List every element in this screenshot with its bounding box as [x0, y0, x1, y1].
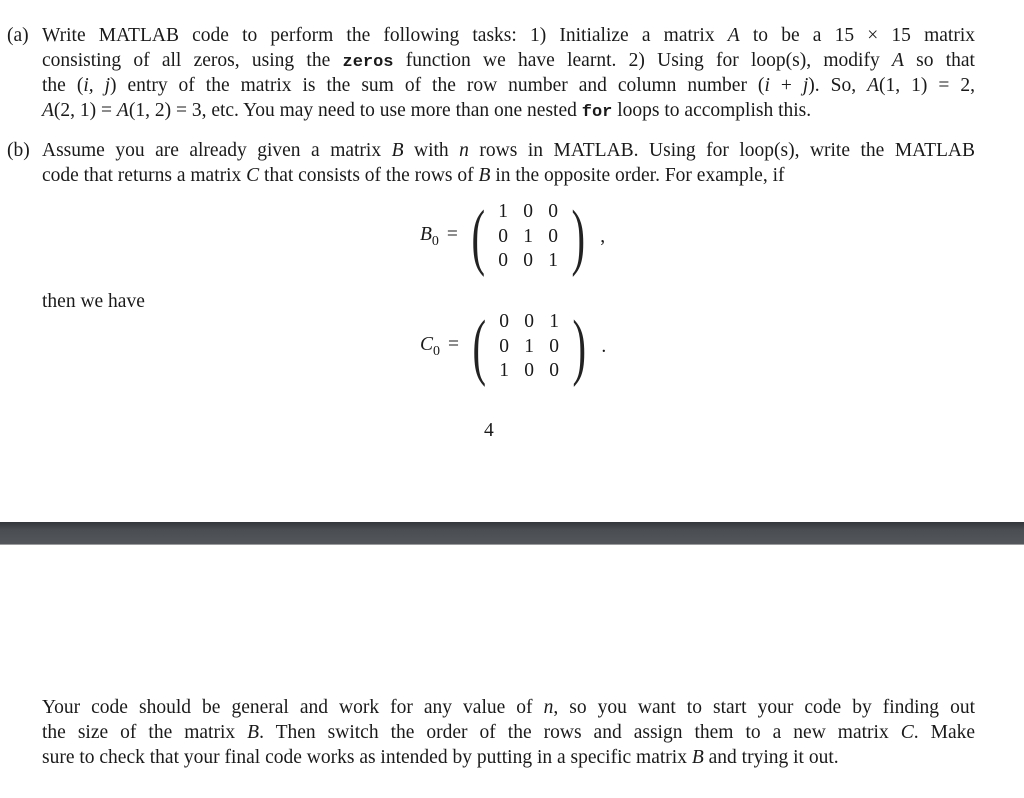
math-symbol: i [764, 75, 770, 96]
text-segment: sure to check that your final code works as intended by putting in a specific matrix [42, 747, 692, 768]
matrix-b0 [420, 196, 606, 278]
matrix-entry: 1 [499, 360, 510, 382]
matrix-subscript: 0 [431, 233, 439, 249]
part-b-label: (b) [7, 140, 30, 161]
code-keyword: for [581, 103, 613, 122]
text-segment: so that [903, 50, 975, 71]
text-segment: in the opposite order. For example, if [490, 165, 785, 186]
page-number: 4 [484, 420, 494, 441]
text-segment: code that returns a matrix [42, 165, 247, 186]
text-segment: the ( [42, 75, 84, 96]
text-line [42, 73, 975, 98]
math-symbol: A [42, 100, 54, 121]
matrix-entry: 1 [523, 225, 533, 247]
then-we-have-text: then we have [42, 291, 145, 312]
text-line [42, 745, 975, 770]
matrix-entry: 1 [524, 335, 535, 357]
matrix-entry: 0 [524, 311, 535, 333]
matrix-entry: 1 [548, 250, 558, 272]
matrix-entry: 1 [549, 311, 560, 333]
text-line [42, 695, 975, 720]
matrix-entry: 0 [548, 225, 558, 247]
punctuation: , [600, 226, 606, 247]
right-paren: ) [572, 306, 586, 388]
matrix-symbol: B [420, 224, 432, 246]
text-segment: . Make [913, 722, 975, 743]
matrix-symbol: C [420, 334, 434, 356]
text-segment: Your code should be general and work for any value of [42, 697, 544, 718]
page-divider-bar [0, 522, 1024, 545]
math-symbol: n [543, 697, 554, 718]
matrix-entry: 0 [548, 201, 558, 223]
text-segment: + [769, 75, 803, 96]
left-paren: ( [472, 306, 487, 388]
math-symbol: j [802, 75, 809, 96]
matrix-entry: 1 [498, 201, 508, 223]
matrix-entry: 0 [499, 311, 510, 333]
math-symbol: B [691, 747, 704, 768]
code-keyword: zeros [342, 53, 394, 72]
matrix-entries [492, 310, 567, 384]
matrix-entry: 0 [523, 201, 533, 223]
text-segment: Write MATLAB code to perform the following tasks: 1) Initialize a matrix [42, 25, 728, 46]
text-segment: ) entry of the matrix is the sum of the row number and column number ( [110, 75, 765, 96]
text-line [42, 138, 975, 163]
text-segment: rows in MATLAB. Using for loop(s), write the MATLAB [468, 140, 975, 161]
matrix-entry: 0 [549, 360, 560, 382]
text-segment: with [403, 140, 460, 161]
matrix-entry: 0 [524, 360, 535, 382]
text-line [42, 23, 975, 48]
matrix-c0 [420, 306, 607, 388]
equals-sign: = [448, 334, 460, 356]
text-segment: Assume you are already given a matrix [42, 140, 392, 161]
math-symbol: C [900, 722, 914, 743]
text-line [42, 98, 975, 125]
text-segment: ). So, [808, 75, 868, 96]
text-segment: and trying it out. [703, 747, 839, 768]
text-line [42, 48, 975, 75]
text-line [42, 163, 975, 188]
text-segment: function we have learnt. 2) Using for loop(s), modify [393, 50, 892, 71]
math-symbol: A [891, 50, 904, 71]
text-segment: . Then switch the order of the rows and assign them to a new matrix [259, 722, 901, 743]
math-symbol: B [391, 140, 404, 161]
text-line [42, 720, 975, 745]
text-segment: consisting of all zeros, using the [42, 50, 343, 71]
matrix-entry: 0 [499, 335, 510, 357]
text-segment: (1, 1) = 2, [879, 75, 975, 96]
left-paren: ( [471, 196, 486, 278]
matrix-entries [491, 200, 566, 274]
text-segment: that consists of the rows of [259, 165, 479, 186]
math-symbol: B [478, 165, 491, 186]
text-segment: loops to accomplish this. [612, 100, 812, 121]
matrix-entry: 0 [498, 250, 508, 272]
matrix-name [420, 224, 458, 250]
math-symbol: A [727, 25, 740, 46]
math-symbol: A [867, 75, 880, 96]
punctuation: . [601, 336, 607, 357]
math-symbol: A [116, 100, 129, 121]
math-symbol: i, j [83, 75, 111, 96]
text-segment: (1, 2) = 3, etc. You may need to use more than one nested [128, 100, 582, 121]
part-a-label: (a) [7, 25, 29, 46]
text-segment: (2, 1) = [53, 100, 117, 121]
matrix-entry: 0 [549, 335, 560, 357]
matrix-name [420, 334, 459, 360]
right-paren: ) [571, 196, 585, 278]
matrix-subscript: 0 [433, 343, 441, 359]
equals-sign: = [446, 224, 458, 246]
text-segment: to be a 15 × 15 matrix [739, 25, 975, 46]
math-symbol: B [247, 722, 260, 743]
text-segment: the size of the matrix [42, 722, 248, 743]
math-symbol: C [246, 165, 260, 186]
matrix-entry: 0 [523, 250, 533, 272]
math-symbol: n [459, 140, 469, 161]
matrix-entry: 0 [498, 225, 508, 247]
text-segment: , so you want to start your code by finding out [553, 697, 975, 718]
